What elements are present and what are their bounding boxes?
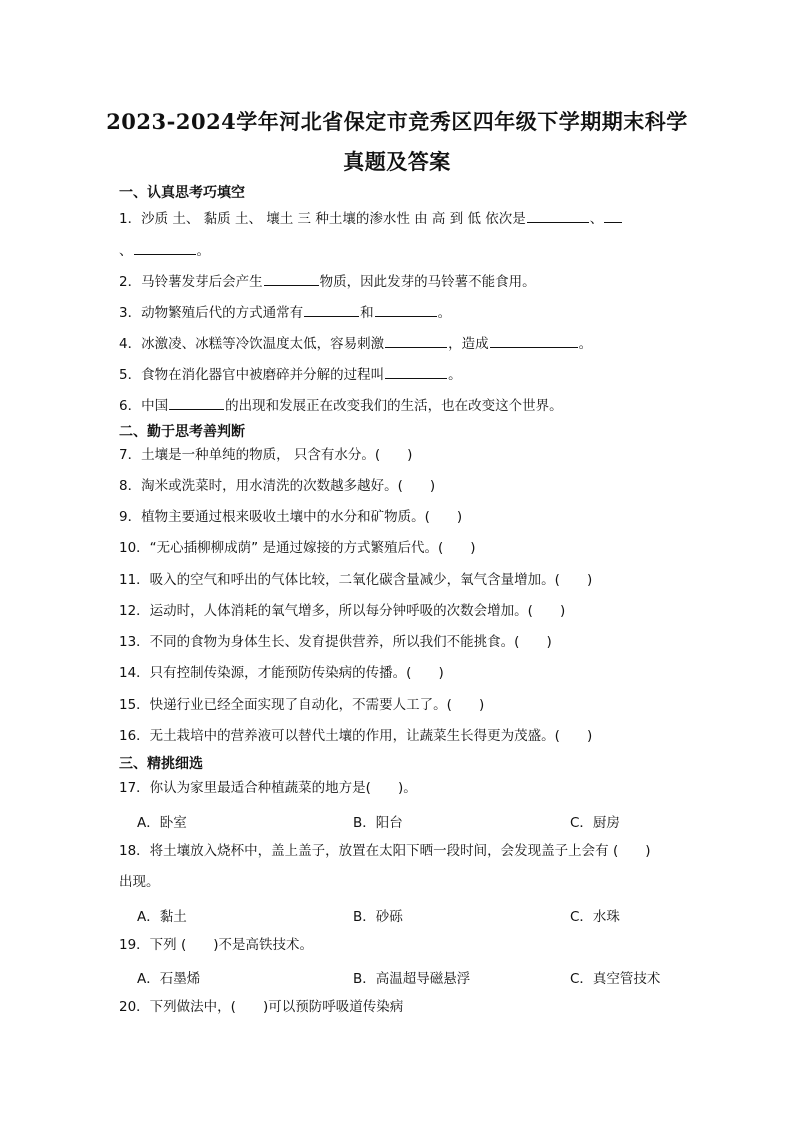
option-a[interactable]: A．黏土 (137, 909, 187, 925)
option-b[interactable]: B．高温超导磁悬浮 (353, 971, 471, 987)
question-11: 11．吸入的空气和呼出的气体比较，二氧化碳含量减少，氧气含量增加。( ) (119, 572, 593, 588)
answer-blank[interactable] (134, 240, 196, 255)
question-8: 8．淘米或洗菜时，用水清洗的次数越多越好。( ) (119, 478, 436, 494)
question-10: 10．“无心插柳柳成荫” 是通过嫁接的方式繁殖后代。( ) (119, 540, 476, 556)
question-17: 17．你认为家里最适合种植蔬菜的地方是( )。 (119, 780, 417, 796)
question-13: 13．不同的食物为身体生长、发育提供营养，所以我们不能挑食。( ) (119, 634, 552, 650)
answer-blank[interactable] (304, 302, 359, 317)
answer-blank[interactable] (169, 395, 224, 410)
question-6: 6．中国 的出现和发展正在改变我们的生活，也在改变这个世界。 (119, 395, 563, 415)
section-heading-true-false: 二、勤于思考善判断 (119, 424, 245, 440)
question-20: 20．下列做法中，( )可以预防呼吸道传染病 (119, 999, 404, 1015)
question-12: 12．运动时，人体消耗的氧气增多，所以每分钟呼吸的次数会增加。( ) (119, 603, 566, 619)
answer-blank[interactable] (604, 208, 622, 223)
question-18: 18．将土壤放入烧杯中，盖上盖子，放置在太阳下晒一段时间，会发现盖子上会有 ( ) (119, 843, 651, 859)
option-b[interactable]: B．砂砾 (353, 909, 403, 925)
option-a[interactable]: A．卧室 (137, 815, 187, 831)
section-heading-fill-in: 一、认真思考巧填空 (119, 185, 245, 201)
option-c[interactable]: C．水珠 (570, 909, 620, 925)
question-1-continued: 、 。 (119, 240, 210, 260)
question-14: 14．只有控制传染源，才能预防传染病的传播。( ) (119, 665, 444, 681)
question-4: 4．冰激凌、冰糕等冷饮温度太低，容易刺激 ，造成 。 (119, 333, 592, 353)
question-15: 15．快递行业已经全面实现了自动化，不需要人工了。( ) (119, 697, 485, 713)
answer-blank[interactable] (385, 333, 447, 348)
answer-blank[interactable] (490, 333, 578, 348)
option-b[interactable]: B．阳台 (353, 815, 403, 831)
page-title: 2023-2024学年河北省保定市竞秀区四年级下学期期末科学 (106, 109, 688, 134)
question-19: 19．下列 ( )不是高铁技术。 (119, 937, 314, 953)
answer-blank[interactable] (527, 208, 589, 223)
option-c[interactable]: C．真空管技术 (570, 971, 661, 987)
answer-blank[interactable] (375, 302, 437, 317)
question-5: 5．食物在消化器官中被磨碎并分解的过程叫 。 (119, 364, 462, 384)
option-a[interactable]: A．石墨烯 (137, 971, 201, 987)
answer-blank[interactable] (385, 364, 447, 379)
section-heading-multiple-choice: 三、精挑细选 (119, 756, 203, 772)
option-c[interactable]: C．厨房 (570, 815, 620, 831)
question-2: 2．马铃薯发芽后会产生 物质，因此发芽的马铃薯不能食用。 (119, 271, 536, 291)
question-9: 9．植物主要通过根来吸收土壤中的水分和矿物质。( ) (119, 509, 463, 525)
page-subtitle: 真题及答案 (343, 149, 451, 174)
question-3: 3．动物繁殖后代的方式通常有 和 。 (119, 302, 451, 322)
question-16: 16．无土栽培中的营养液可以替代土壤的作用，让蔬菜生长得更为茂盛。( ) (119, 728, 593, 744)
question-18-continued: 出现。 (119, 874, 160, 890)
question-1: 1．沙质 土、 黏质 土、 壤土 三 种土壤的渗水性 由 高 到 低 依次是 、 (119, 208, 623, 228)
question-7: 7．土壤是一种单纯的物质， 只含有水分。( ) (119, 447, 413, 463)
answer-blank[interactable] (264, 271, 319, 286)
